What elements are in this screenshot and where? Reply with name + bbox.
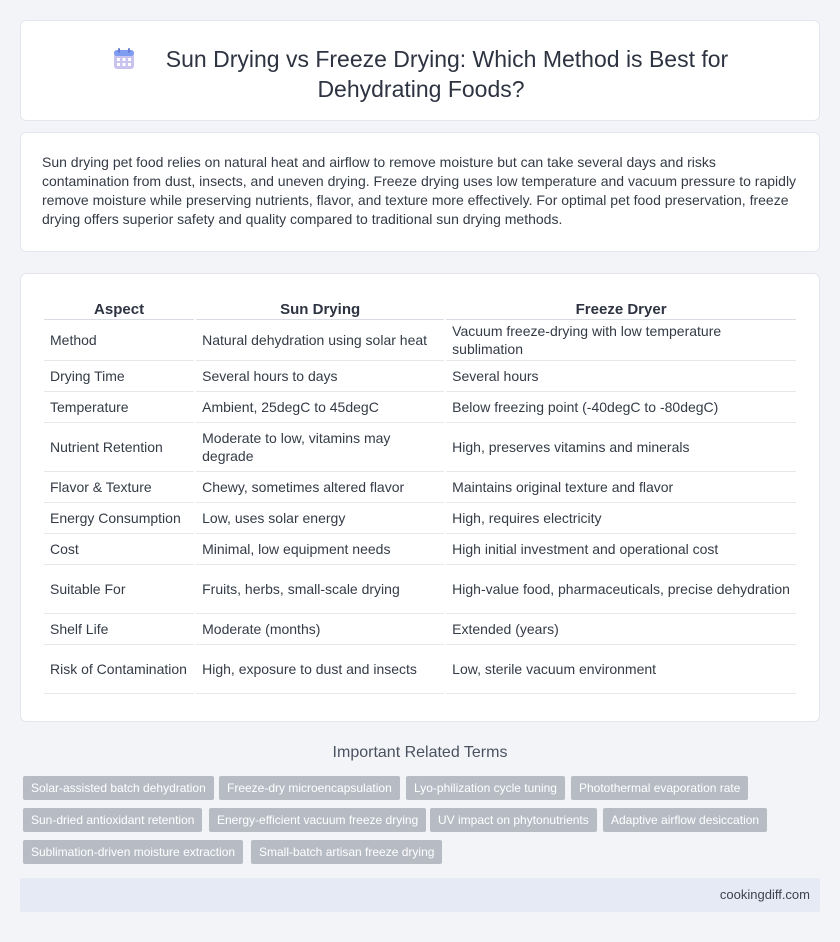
table-row bbox=[44, 361, 796, 392]
row-aspect: Nutrient Retention bbox=[44, 423, 194, 472]
term-tag[interactable]: Freeze-dry microencapsulation bbox=[219, 776, 400, 800]
row-aspect: Flavor & Texture bbox=[44, 472, 194, 503]
term-tag[interactable]: Photothermal evaporation rate bbox=[571, 776, 748, 800]
title-card bbox=[20, 20, 820, 121]
term-tag[interactable]: UV impact on phytonutrients bbox=[430, 808, 597, 832]
row-aspect: Cost bbox=[44, 534, 194, 565]
header-aspect: Aspect bbox=[44, 295, 194, 320]
row-sun-drying: Fruits, herbs, small-scale drying bbox=[196, 565, 444, 614]
header-sun-drying: Sun Drying bbox=[196, 295, 444, 320]
table-row bbox=[44, 645, 796, 694]
row-sun-drying: Ambient, 25degC to 45degC bbox=[196, 392, 444, 423]
row-freeze-dryer: Several hours bbox=[446, 361, 796, 392]
page-title-line-1: Sun Drying vs Freeze Drying: Which Method is Best for bbox=[165, 46, 729, 72]
row-freeze-dryer: High initial investment and operational cost bbox=[446, 534, 796, 565]
related-terms-heading: Important Related Terms bbox=[332, 744, 508, 761]
row-freeze-dryer: Low, sterile vacuum environment bbox=[446, 645, 796, 694]
term-tag[interactable]: Small-batch artisan freeze drying bbox=[251, 840, 442, 864]
row-aspect: Method bbox=[44, 320, 194, 361]
row-freeze-dryer: High-value food, pharmaceuticals, precise dehydration bbox=[446, 565, 796, 614]
row-aspect: Temperature bbox=[44, 392, 194, 423]
row-sun-drying: Minimal, low equipment needs bbox=[196, 534, 444, 565]
row-freeze-dryer: Extended (years) bbox=[446, 614, 796, 645]
table-row bbox=[44, 534, 796, 565]
term-tag[interactable]: Sublimation-driven moisture extraction bbox=[23, 840, 243, 864]
row-sun-drying: Several hours to days bbox=[196, 361, 444, 392]
table-row bbox=[44, 423, 796, 472]
footer bbox=[20, 878, 820, 912]
row-freeze-dryer: Vacuum freeze-drying with low temperature sublimation bbox=[446, 320, 796, 361]
row-sun-drying: Natural dehydration using solar heat bbox=[196, 320, 444, 361]
row-aspect: Risk of Contamination bbox=[44, 645, 194, 694]
table-row bbox=[44, 503, 796, 534]
comparison-table bbox=[42, 295, 798, 694]
table-header-row bbox=[44, 295, 796, 320]
row-freeze-dryer: High, preserves vitamins and minerals bbox=[446, 423, 796, 472]
row-aspect: Suitable For bbox=[44, 565, 194, 614]
row-sun-drying: Low, uses solar energy bbox=[196, 503, 444, 534]
table-row bbox=[44, 392, 796, 423]
row-aspect: Shelf Life bbox=[44, 614, 194, 645]
row-freeze-dryer: Below freezing point (-40degC to -80degC) bbox=[446, 392, 796, 423]
page-title-line-2: Dehydrating Foods? bbox=[317, 76, 525, 102]
term-tag[interactable]: Sun-dried antioxidant retention bbox=[23, 808, 202, 832]
term-tag[interactable]: Solar-assisted batch dehydration bbox=[23, 776, 214, 800]
row-freeze-dryer: High, requires electricity bbox=[446, 503, 796, 534]
table-row bbox=[44, 472, 796, 503]
row-sun-drying: Chewy, sometimes altered flavor bbox=[196, 472, 444, 503]
footer-site-link[interactable]: cookingdiff.com bbox=[719, 887, 810, 902]
row-freeze-dryer: Maintains original texture and flavor bbox=[446, 472, 796, 503]
intro-card bbox=[20, 132, 820, 252]
comparison-table-card bbox=[20, 273, 820, 722]
table-row bbox=[44, 320, 796, 361]
row-sun-drying: Moderate to low, vitamins may degrade bbox=[196, 423, 444, 472]
row-aspect: Energy Consumption bbox=[44, 503, 194, 534]
intro-paragraph: Sun drying pet food relies on natural heat and airflow to remove moisture but can take several days and risks contamination from dust, insects, and uneven drying. Freeze drying uses low temperature and vacuum pressure to rapidly remove moisture while preserving nutrients, flavor, and texture more effectively. For optimal pet food preservation, freeze drying offers superior safety and quality compared to traditional sun drying methods. bbox=[42, 154, 797, 227]
header-freeze-dryer: Freeze Dryer bbox=[446, 295, 796, 320]
term-tag[interactable]: Energy-efficient vacuum freeze drying bbox=[209, 808, 426, 832]
table-row bbox=[44, 614, 796, 645]
row-sun-drying: Moderate (months) bbox=[196, 614, 444, 645]
table-row bbox=[44, 565, 796, 614]
term-tag[interactable]: Lyo-philization cycle tuning bbox=[406, 776, 565, 800]
row-aspect: Drying Time bbox=[44, 361, 194, 392]
row-sun-drying: High, exposure to dust and insects bbox=[196, 645, 444, 694]
term-tag[interactable]: Adaptive airflow desiccation bbox=[603, 808, 767, 832]
